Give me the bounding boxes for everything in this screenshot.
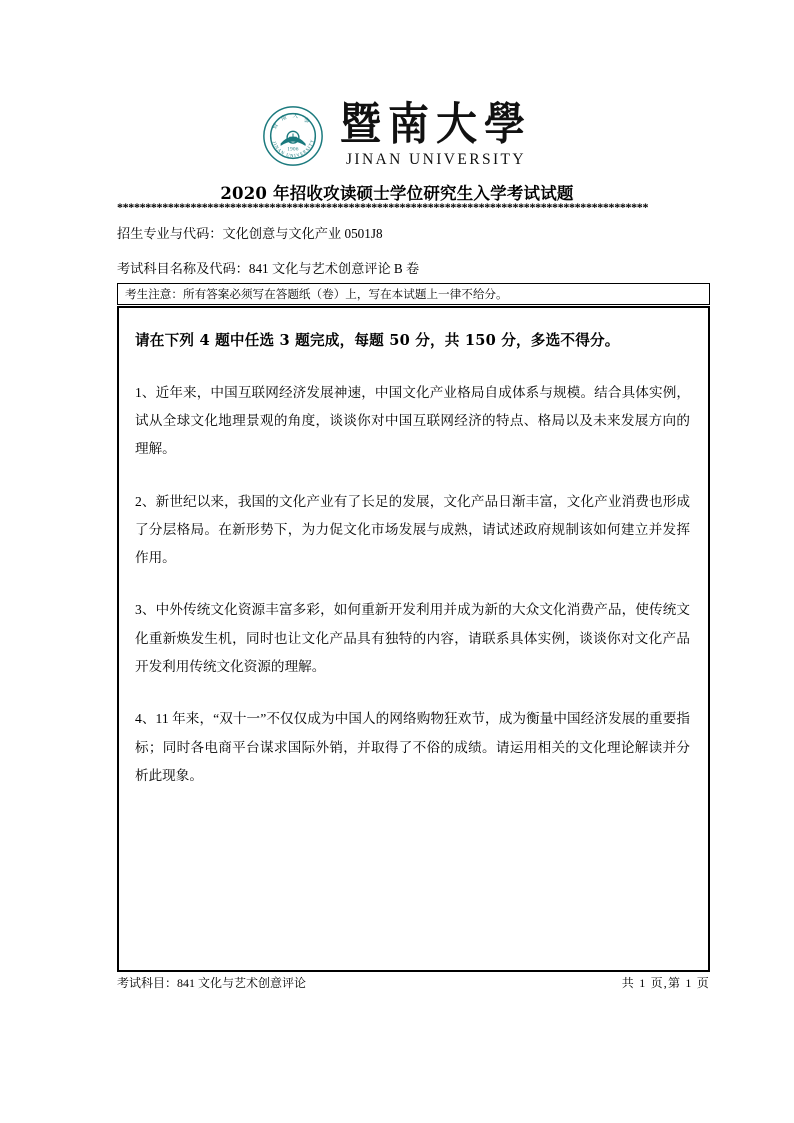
exam-instruction: 请在下列 4 题中任选 3 题完成，每题 50 分，共 150 分，多选不得分。 [135, 332, 620, 349]
question-item-3: 3、中外传统文化资源丰富多彩，如何重新开发利用并成为新的大众文化消费产品，使传统文化重新焕发生机，同时也让文化产品具有独特的内容，请联系具体实例，谈谈你对文化产品开发利用传统文化资源的理解。 [135, 602, 690, 675]
subject-name-and-code-line: 考试科目名称及代码：841 文化与艺术创意评论 B 卷 [117, 261, 420, 276]
question-item-1: 1、近年来，中国互联网经济发展神速，中国文化产业格局自成体系与规模。结合具体实例，试从全球文化地理景观的角度，谈谈你对中国互联网经济的特点、格局以及未来发展方向的理解。 [135, 384, 690, 457]
page-title: 2020 年招收攻读硕士学位研究生入学考试试题 [220, 184, 574, 203]
seal-year: 1906 [287, 146, 299, 153]
wordmark-english: JINAN UNIVERSITY [345, 151, 527, 169]
candidate-notice-bar [117, 283, 710, 305]
wordmark-chinese: 暨南大學 [340, 98, 532, 151]
jinan-university-seal-icon [262, 105, 324, 167]
svg-text:JINAN UNIVERSITY: JINAN UNIVERSITY [271, 138, 315, 159]
asterisk-divider: ********************************************************************************************** [117, 200, 649, 214]
page-footer [117, 974, 710, 991]
footer-subject: 考试科目：841 文化与艺术创意评论 [117, 976, 307, 990]
university-logo-block [0, 96, 794, 176]
question-item-2: 2、新世纪以来，我国的文化产业有了长足的发展，文化产品日渐丰富，文化产业消费也形成了分层格局。在新形势下，为力促文化市场发展与成熟，请试述政府规制该如何建立并发挥作用。 [135, 493, 690, 566]
svg-text:暨 南 大 學: 暨 南 大 學 [271, 113, 312, 131]
exam-content-box [117, 306, 710, 972]
candidate-notice-text: 考生注意：所有答案必须写在答题纸（卷）上，写在本试题上一律不给分。 [125, 288, 508, 301]
major-and-code-line: 招生专业与代码：文化创意与文化产业 0501J8 [117, 226, 383, 241]
footer-page-count: 共 1 页,第 1 页 [621, 976, 710, 990]
university-wordmark [340, 98, 532, 169]
question-item-4: 4、11 年来，“双十一”不仅仅成为中国人的网络购物狂欢节，成为衡量中国经济发展的重要指标；同时各电商平台谋求国际外销，并取得了不俗的成绩。请运用相关的文化理论解读并分析此现象。 [135, 711, 690, 783]
